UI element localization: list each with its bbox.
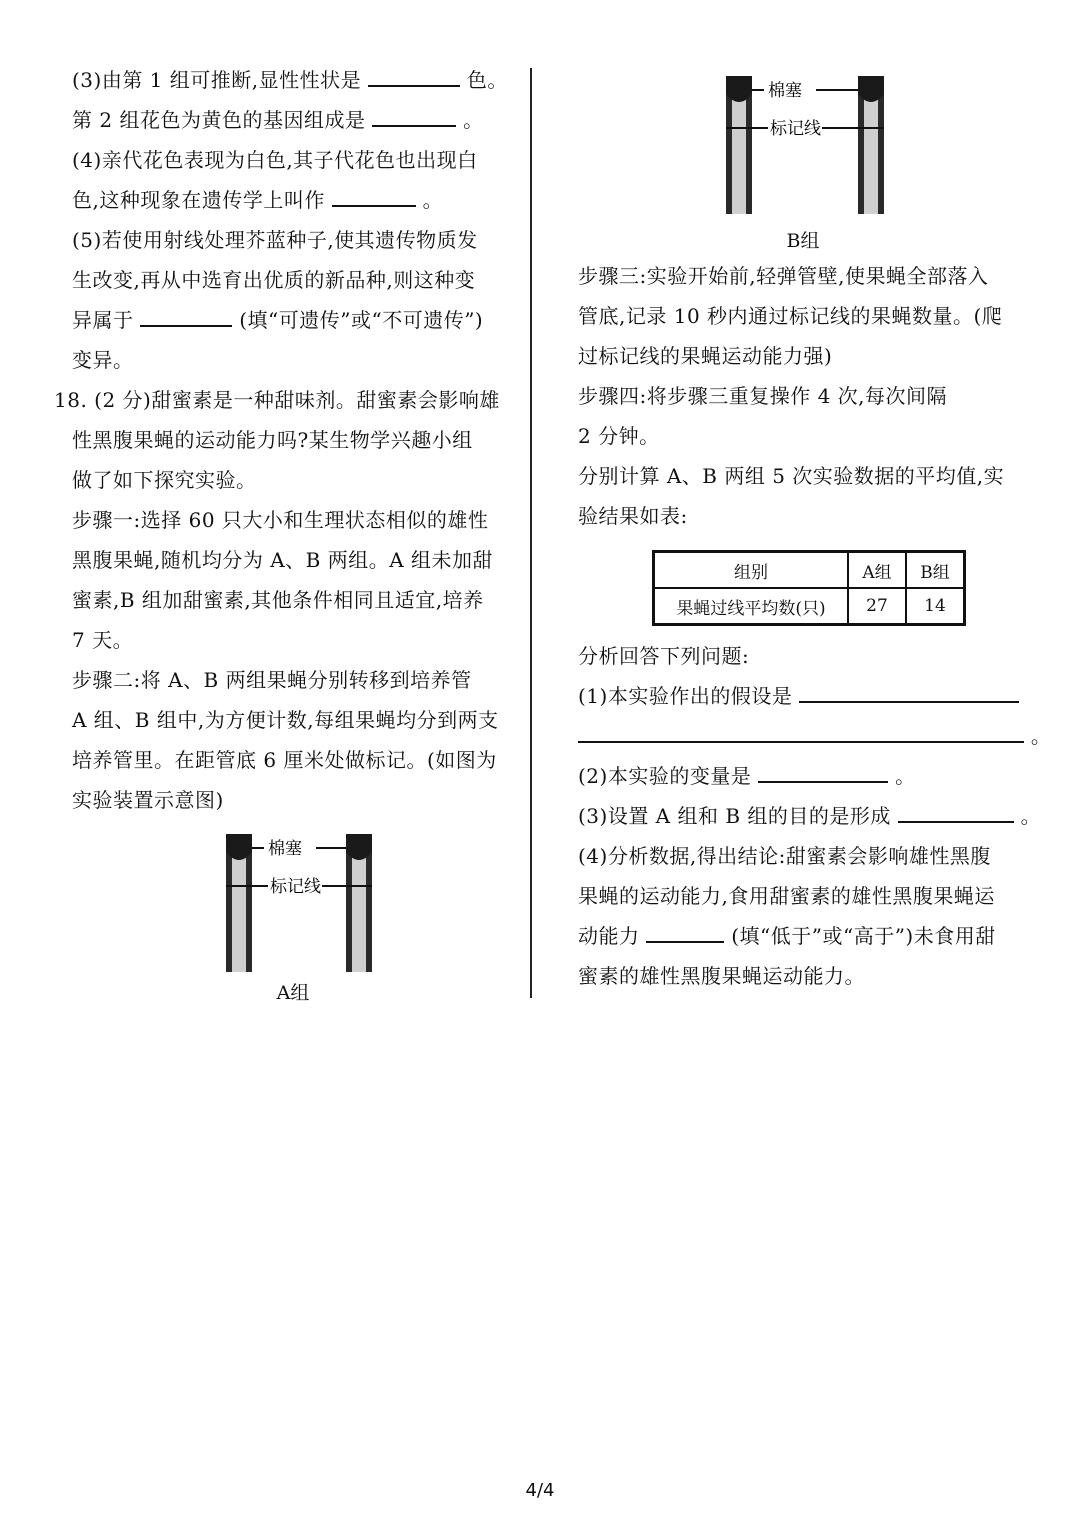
step1-line3: 蜜素,B 组加甜蜜素,其他条件相同且适宜,培养 — [72, 588, 484, 612]
q17-5-line2: 生改变,再从中选育出优质的新品种,则这种变 — [72, 268, 476, 292]
answer-blank[interactable] — [898, 797, 1014, 823]
q1-line2: 。 — [578, 716, 1040, 756]
label-mark-line: 标记线 — [270, 877, 321, 897]
figure-caption-a: A组 — [276, 982, 310, 1004]
answer-blank[interactable] — [578, 717, 1024, 743]
step3-line3: 过标记线的果蝇运动能力强) — [578, 344, 833, 368]
table-header-cell: B组 — [906, 552, 965, 589]
answer-blank[interactable] — [140, 301, 232, 327]
q17-3-line2: 第 2 组花色为黄色的基因组成是 。 — [72, 100, 522, 140]
answer-blank[interactable] — [758, 757, 888, 783]
q18-line3: 做了如下探究实验。 — [72, 468, 257, 492]
answer-blank[interactable] — [372, 101, 456, 127]
page-number: 4/4 — [525, 1480, 555, 1501]
label-cotton: 棉塞 — [268, 839, 302, 859]
q17-5-line4: 变异。 — [72, 348, 134, 372]
result-intro-line2: 验结果如表: — [578, 504, 688, 528]
q4-line4: 蜜素的雄性黑腹果蝇运动能力。 — [578, 964, 865, 988]
right-column — [578, 60, 1052, 996]
table-header-row — [654, 552, 965, 589]
table-cell: 果蝇过线平均数(只) — [654, 588, 849, 625]
table-header-cell: 组别 — [654, 552, 849, 589]
step1-line4: 7 天。 — [72, 628, 134, 652]
step2-line3: 培养管里。在距管底 6 厘米处做标记。(如图为 — [72, 748, 497, 772]
column-divider — [530, 68, 532, 998]
table-row — [654, 588, 965, 625]
q17-4-line1: (4)亲代花色表现为白色,其子代花色也出现白 — [72, 148, 478, 172]
step3-line2: 管底,记录 10 秒内通过标记线的果蝇数量。(爬 — [578, 304, 1003, 328]
q4-line2: 果蝇的运动能力,食用甜蜜素的雄性黑腹果蝇运 — [578, 884, 995, 908]
step1-line2: 黑腹果蝇,随机均分为 A、B 两组。A 组未加甜 — [72, 548, 494, 572]
left-column — [54, 60, 522, 1008]
figure-group-a — [218, 828, 408, 1008]
step2-line2: A 组、B 组中,为方便计数,每组果蝇均分到两支 — [72, 708, 499, 732]
label-mark-line: 标记线 — [770, 119, 821, 139]
table-header-cell: A组 — [848, 552, 906, 589]
q17-3-line1: (3)由第 1 组可推断,显性性状是 色。 — [72, 60, 522, 100]
label-cotton: 棉塞 — [768, 81, 802, 101]
q4-line1: (4)分析数据,得出结论:甜蜜素会影响雄性黑腹 — [578, 844, 991, 868]
answer-blank[interactable] — [332, 181, 416, 207]
analysis-heading: 分析回答下列问题: — [578, 644, 750, 668]
step2-line1: 步骤二:将 A、B 两组果蝇分别转移到培养管 — [72, 668, 472, 692]
tube-diagram-a — [218, 828, 408, 978]
figure-caption-b: B组 — [786, 230, 820, 252]
result-table — [652, 550, 966, 626]
table-cell: 14 — [906, 588, 965, 625]
step4-line1: 步骤四:将步骤三重复操作 4 次,每次间隔 — [578, 384, 948, 408]
q17-5-line3: 异属于 (填“可遗传”或“不可遗传”) — [72, 300, 522, 340]
result-intro-line1: 分别计算 A、B 两组 5 次实验数据的平均值,实 — [578, 464, 1005, 488]
table-cell: 27 — [848, 588, 906, 625]
q17-4-line2: 色,这种现象在遗传学上叫作 。 — [72, 180, 522, 220]
q4-line3: 动能力 (填“低于”或“高于”)未食用甜 — [578, 916, 1040, 956]
answer-blank[interactable] — [799, 677, 1019, 703]
step2-line4: 实验装置示意图) — [72, 788, 224, 812]
answer-blank[interactable] — [368, 61, 460, 87]
step1-line1: 步骤一:选择 60 只大小和生理状态相似的雄性 — [72, 508, 489, 532]
answer-blank[interactable] — [646, 917, 724, 943]
q3-line: (3)设置 A 组和 B 组的目的是形成 。 — [578, 796, 1040, 836]
q17-5-line1: (5)若使用射线处理芥蓝种子,使其遗传物质发 — [72, 228, 478, 252]
step3-line1: 步骤三:实验开始前,轻弹管壁,使果蝇全部落入 — [578, 264, 989, 288]
q18-line1: 18. (2 分)甜蜜素是一种甜味剂。甜蜜素会影响雄 — [54, 388, 500, 412]
q18-line2: 性黑腹果蝇的运动能力吗?某生物学兴趣小组 — [72, 428, 473, 452]
q1-line1: (1)本实验作出的假设是 — [578, 676, 1040, 716]
tube-diagram-b — [718, 70, 908, 220]
q2-line: (2)本实验的变量是 。 — [578, 756, 1040, 796]
figure-group-b — [718, 70, 908, 256]
step4-line2: 2 分钟。 — [578, 424, 660, 448]
